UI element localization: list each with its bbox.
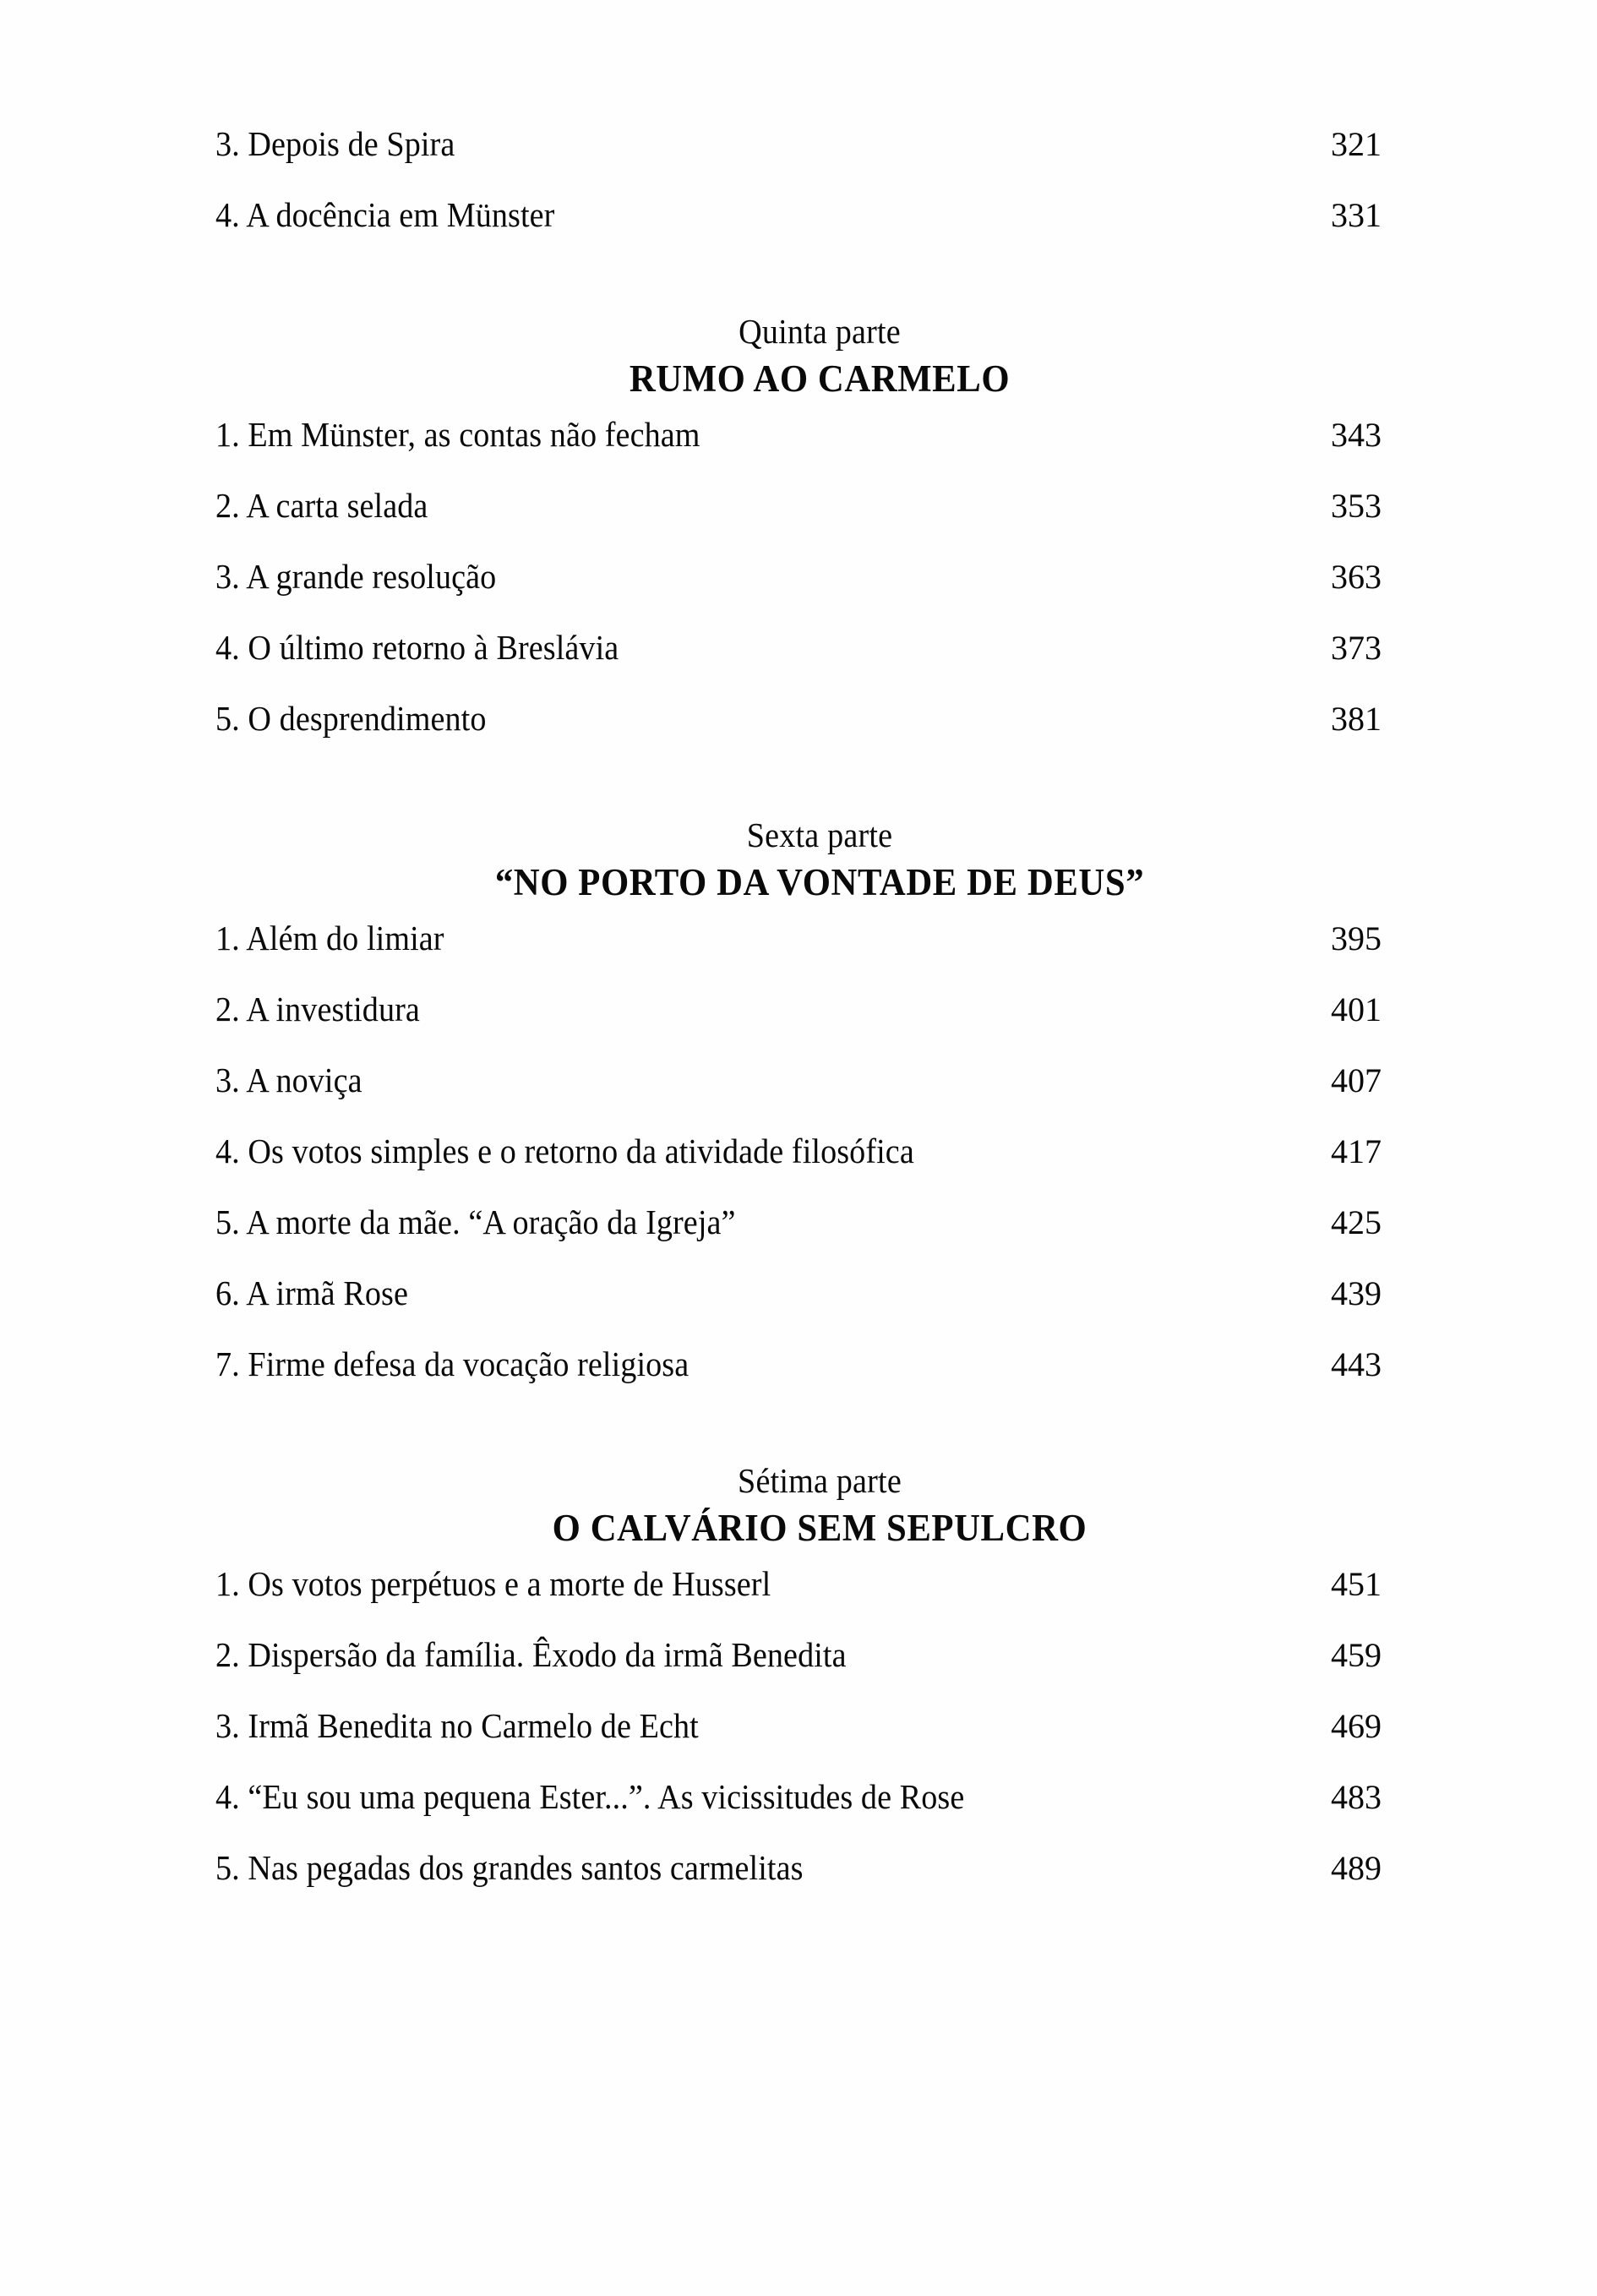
toc-entry-page: 373 <box>1331 629 1382 668</box>
part-heading-sexta <box>215 816 1424 906</box>
toc-entry-page: 417 <box>1331 1132 1382 1171</box>
toc-entry-page: 331 <box>1331 196 1382 234</box>
toc-entry[interactable] <box>215 1635 1424 1709</box>
toc-entry[interactable] <box>215 124 1424 198</box>
toc-entry-page: 439 <box>1331 1274 1382 1313</box>
toc-entry-page: 469 <box>1331 1707 1382 1746</box>
toc-entry-title: 6. A irmã Rose <box>215 1273 408 1313</box>
toc-entry-page: 489 <box>1331 1849 1382 1888</box>
toc-entry[interactable] <box>215 559 1424 630</box>
toc-entry[interactable] <box>215 1134 1424 1205</box>
toc-entry-page: 451 <box>1331 1565 1382 1604</box>
part-label: Sexta parte <box>746 815 893 855</box>
toc-entry-title: 1. Os votos perpétuos e a morte de Husserl <box>215 1564 771 1604</box>
toc-entry-page: 425 <box>1331 1203 1382 1242</box>
toc-entry-title: 4. Os votos simples e o retorno da atividade filosófica <box>215 1132 914 1171</box>
toc-entry[interactable] <box>215 195 1424 269</box>
toc-entry-title: 5. A morte da mãe. “A oração da Igreja” <box>215 1203 736 1242</box>
toc-entry[interactable] <box>215 701 1424 772</box>
toc-entry-page: 343 <box>1331 416 1382 455</box>
toc-entry-title: 7. Firme defesa da vocação religiosa <box>215 1344 689 1384</box>
toc-entry-page: 483 <box>1331 1778 1382 1817</box>
part-label: Sétima parte <box>738 1461 902 1501</box>
part-title: “NO PORTO DA VONTADE DE DEUS” <box>494 861 1145 904</box>
toc-entry[interactable] <box>215 1344 1424 1418</box>
toc-entry[interactable] <box>215 1777 1424 1851</box>
toc-entry-page: 407 <box>1331 1061 1382 1100</box>
toc-entry-title: 5. O desprendimento <box>215 699 487 739</box>
toc-entry[interactable] <box>215 630 1424 701</box>
toc-entry-page: 363 <box>1331 558 1382 597</box>
toc-section-setima-parte <box>215 1462 1424 1922</box>
toc-entry-title: 3. Depois de Spira <box>215 124 455 163</box>
toc-entry-title: 3. Irmã Benedita no Carmelo de Echt <box>215 1706 699 1746</box>
toc-entry-title: 1. Além do limiar <box>215 919 444 958</box>
toc-entry-page: 395 <box>1331 919 1382 958</box>
toc-entry-page: 381 <box>1331 700 1382 739</box>
toc-section-quinta-parte <box>215 313 1424 772</box>
toc-entry[interactable] <box>215 1273 1424 1347</box>
toc-entry-title: 3. A grande resolução <box>215 557 497 597</box>
toc-entry-page: 459 <box>1331 1636 1382 1675</box>
toc-entry[interactable] <box>215 992 1424 1063</box>
toc-entry-page: 353 <box>1331 487 1382 526</box>
toc-entry-title: 1. Em Münster, as contas não fecham <box>215 415 700 455</box>
toc-entry[interactable] <box>215 921 1424 992</box>
part-label: Quinta parte <box>739 312 901 351</box>
part-title: RUMO AO CARMELO <box>629 357 1011 400</box>
toc-entry-title: 4. O último retorno à Breslávia <box>215 628 619 668</box>
toc-entry-page: 443 <box>1331 1345 1382 1384</box>
toc-entry[interactable] <box>215 1848 1424 1922</box>
toc-entry[interactable] <box>215 417 1424 488</box>
toc-section-continued <box>215 124 1424 269</box>
toc-entry-title: 4. “Eu sou uma pequena Ester...”. As vicissitudes de Rose <box>215 1777 965 1817</box>
toc-entry-title: 2. A carta selada <box>215 486 428 526</box>
toc-entry[interactable] <box>215 1063 1424 1134</box>
part-heading-quinta <box>215 313 1424 402</box>
toc-entry[interactable] <box>215 1706 1424 1780</box>
part-heading-setima <box>215 1462 1424 1552</box>
toc-entry-title: 4. A docência em Münster <box>215 195 555 234</box>
toc-entry-page: 321 <box>1331 125 1382 163</box>
toc-entry-page: 401 <box>1331 990 1382 1029</box>
toc-entry[interactable] <box>215 488 1424 559</box>
toc-entry-title: 5. Nas pegadas dos grandes santos carmelitas <box>215 1848 804 1888</box>
toc-section-sexta-parte <box>215 816 1424 1418</box>
toc-entry-title: 3. A noviça <box>215 1061 362 1100</box>
toc-entry-title: 2. A investidura <box>215 990 420 1029</box>
toc-content <box>215 124 1424 1922</box>
toc-entry[interactable] <box>215 1564 1424 1638</box>
toc-entry-title: 2. Dispersão da família. Êxodo da irmã Benedita <box>215 1635 847 1675</box>
toc-entry[interactable] <box>215 1205 1424 1276</box>
part-title: O CALVÁRIO SEM SEPULCRO <box>552 1507 1087 1550</box>
